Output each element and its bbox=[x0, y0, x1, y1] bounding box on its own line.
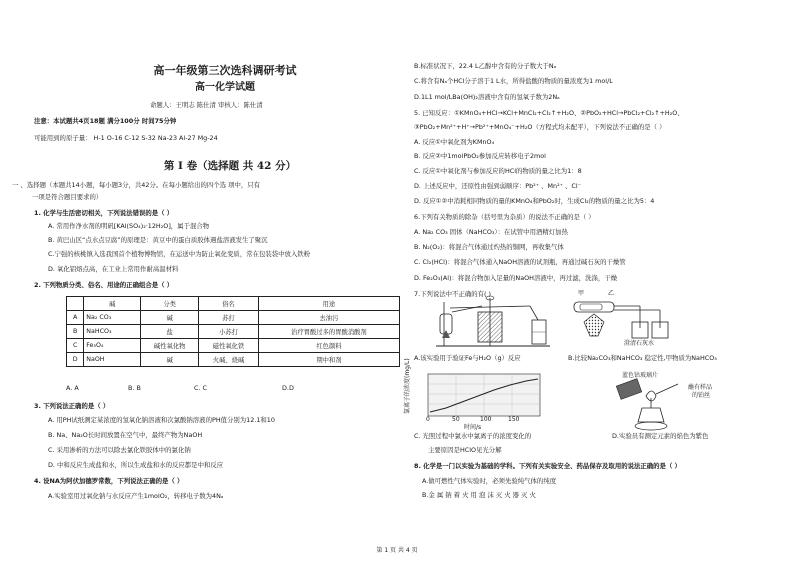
table-header-cell: 用途 bbox=[258, 297, 399, 311]
q3-option-a: A. 用PH试纸测定某浓度的氢氧化钠溶液和次氯酸钠溶液的PH值分别为12.1和10 bbox=[48, 416, 275, 424]
table-header-cell: 分类 bbox=[141, 297, 199, 311]
q5-option-b: B. 反应②中1molPbO₂参加反应转移电子2mol bbox=[414, 152, 546, 160]
q3-stem: 3. 下列说法正确的是（ ） bbox=[34, 402, 110, 410]
table-cell: B bbox=[67, 325, 84, 339]
table-cell: 期中和剂 bbox=[258, 353, 399, 367]
table-cell: NaOH bbox=[84, 353, 141, 367]
q8-option-b: B.金 属 钠 着 火 用 泡 沫 灭 火 器 灭 火 bbox=[422, 491, 536, 499]
section-instructions-1: 一 、选择题（本题共14小题，每小题3分，共42分。在每小题给出的四个选 项中，只有 bbox=[12, 181, 261, 189]
table-header-cell: 俗名 bbox=[199, 297, 259, 311]
q2-option-c: C. C bbox=[194, 384, 207, 392]
q8-option-a: A.做可燃性气体实验时，必须先验纯气体的纯度 bbox=[422, 477, 557, 485]
q7-stem: 7.下列说法中不正确的有( ) bbox=[414, 290, 492, 298]
fig-b-apparatus bbox=[570, 292, 680, 344]
q3-option-c: C. 采用渗析的方法可以除去氯化铁胶体中的氯化钠 bbox=[48, 446, 191, 454]
q6-option-b: B. N₂(O₂)：将混合气体通过灼热的铜网，再收集气体 bbox=[414, 243, 564, 251]
fig-c-tick-50: 50 bbox=[452, 416, 460, 423]
q7-option-c-1: C. 光照过程中氯水中氯离子的浓度变化的 bbox=[414, 432, 532, 440]
table-cell: 碱性氧化物 bbox=[141, 339, 199, 353]
q2-option-b: B. B bbox=[128, 384, 141, 392]
fig-a-apparatus bbox=[430, 292, 560, 348]
table-cell: C bbox=[67, 339, 84, 353]
q5-option-e: D. 反应①②中消耗相同物质的量的KMnO₄和PbO₂时，生成Cl₂的物质的量之比为5：4 bbox=[414, 197, 655, 205]
q4-stem: 4. 设NA为阿伏加德罗常数，下列说法正确的是（ ） bbox=[34, 477, 184, 485]
q5-stem-2: ③PbO₂+Mn²⁺+H⁺→Pb²⁺+MnO₄⁻+H₂O（方程式均未配平），下列说法不正确的是（ ） bbox=[414, 123, 666, 131]
q4-option-b: B.标准状况下，22.4 L乙醇中含有的分子数大于Nₐ bbox=[414, 62, 557, 70]
table-cell: 小苏打 bbox=[199, 325, 259, 339]
fig-c-tick-150: 150 bbox=[508, 416, 520, 423]
q1-option-b: B. 黄巴山区“点水点豆腐”的原理是：黄豆中的蛋白质胶体遇盐溶液发生了聚沉 bbox=[48, 236, 268, 244]
q4-option-a: A.实验室用过氧化钠与水反应产生1molO₂，转移电子数为4Nₐ bbox=[48, 492, 224, 500]
q7-option-b: B.比较Na₂CO₃和NaHCO₃ 稳定性,甲物质为NaHCO₃ bbox=[568, 354, 717, 362]
q7-option-a: A.该实验用于验证Fe与H₂O（g）反应 bbox=[414, 354, 521, 362]
q4-option-d: D.1L1 mol/LBa(OH)₂溶液中含有的氢氧子数为2Nₐ bbox=[414, 93, 560, 101]
table-row bbox=[67, 353, 400, 367]
fig-b-label-water: 澄清石灰水 bbox=[624, 340, 655, 347]
table-header-row bbox=[67, 297, 400, 311]
fig-d-label-glass: 蓝色钴玻璃片 bbox=[622, 372, 659, 379]
fig-b-label-jia: 甲 bbox=[578, 290, 585, 297]
q7-option-c-2: 主要原因是HClO见光分解 bbox=[428, 446, 502, 454]
q1-option-a: A. 常用作净水剂的明矾[KAl(SO₄)₂·12H₂O]，属于混合物 bbox=[48, 222, 210, 230]
table-cell: A bbox=[67, 311, 84, 325]
q5-option-a: A. 反应①中氧化剂为KMnO₄ bbox=[414, 138, 495, 146]
q7-option-d: D.实验员有测定元素的焰色为紫色 bbox=[612, 432, 709, 440]
fig-d-label-wire-2: 的铂丝 bbox=[692, 392, 711, 399]
q1-option-c: C.宁强的核桃镇入选我国首个植物博物馆，在运送中为防止氧化变质，常在包装袋中放入铁粉 bbox=[48, 250, 311, 258]
fig-b-label-yi: 乙 bbox=[608, 290, 615, 297]
table-cell: D bbox=[67, 353, 84, 367]
q8-stem: 8. 化学是一门以实验为基础的学科。下列有关实验安全、药品保存及取用的说法正确的是（ ） bbox=[414, 462, 681, 470]
q3-option-b: B. Na、Na₂O长时间放置在空气中，最终产物为NaOH bbox=[48, 431, 203, 439]
table-cell: 磁性氧化铁 bbox=[199, 339, 259, 353]
fig-d-apparatus bbox=[612, 378, 692, 434]
q2-table bbox=[66, 296, 400, 367]
section-instructions-2: 一项是符合题目要求的） bbox=[32, 193, 103, 201]
table-header-cell: 碱 bbox=[84, 297, 141, 311]
page-footer: 第 1 页 共 4 页 bbox=[376, 547, 418, 554]
exam-note: 注意：本试题共4页18题 满分100分 时间75分钟 bbox=[34, 117, 177, 125]
section-heading: 第 I 卷（选择题 共 42 分） bbox=[163, 160, 297, 172]
table-cell: 红色颜料 bbox=[258, 339, 399, 353]
q1-stem: 1. 化学与生活密切相关，下列说法错误的是（ ） bbox=[34, 209, 174, 217]
table-cell: 盐 bbox=[141, 325, 199, 339]
table-cell: 碱 bbox=[141, 353, 199, 367]
q2-stem: 2. 下列物质分类、俗名、用途的正确组合是（ ） bbox=[34, 281, 174, 289]
q5-option-d: D. 上述反应中，还原性由强到弱顺序：Pb²⁺ 、Mn²⁺ 、Cl⁻ bbox=[414, 182, 582, 190]
q6-option-c: C. Cl₂(HCl)：将混合气体通入NaOH溶液的试剂瓶，再通过碱石灰的干燥管 bbox=[414, 258, 626, 266]
q2-option-d: D.D bbox=[282, 384, 294, 392]
table-row bbox=[67, 311, 400, 325]
table-cell: 火碱、烧碱 bbox=[199, 353, 259, 367]
q6-option-a: A. Na₂ CO₃ 固体（NaHCO₃）：在试管中用酒精灯加热 bbox=[414, 228, 568, 236]
fig-c-tick-100: 100 bbox=[480, 416, 492, 423]
table-cell: 碱 bbox=[141, 311, 199, 325]
fig-c-xlabel: 时间/s bbox=[464, 424, 482, 431]
q5-option-c: C. 反应①中氧化剂与参加反应的HCl的物质的量之比为1：8 bbox=[414, 167, 582, 175]
exam-subtitle: 高一化学试题 bbox=[195, 82, 255, 93]
table-cell: Fe₃O₄ bbox=[84, 339, 141, 353]
q6-stem: 6.下列有关物质的除杂（括号里为杂质）的说法不正确的是（ ） bbox=[414, 213, 595, 221]
q2-option-a: A. A bbox=[66, 384, 79, 392]
q5-stem: 5. 已知反应：①KMnO₄+HCl→KCl+MnCl₂+Cl₂↑+H₂O、②PbO₂+HCl→PbCl₂+Cl₂↑+H₂O、 bbox=[414, 109, 684, 117]
table-cell: 去油污 bbox=[258, 311, 399, 325]
fig-c-tick-0: 0 bbox=[426, 416, 430, 423]
q3-option-d: D. 中和反应生成盐和水，所以生成盐和水的反应都是中和反应 bbox=[48, 461, 224, 469]
table-cell: NaHCO₃ bbox=[84, 325, 141, 339]
q6-option-d: D. Fe₂O₃(Al)：将混合物加入足量的NaOH溶液中，再过滤，洗涤，干燥 bbox=[414, 274, 618, 282]
table-cell: 苏打 bbox=[199, 311, 259, 325]
authors-line: 命题人：王明志 陈仕清 审核人：陈仕清 bbox=[150, 101, 263, 109]
table-header-cell bbox=[67, 297, 84, 311]
fig-d-label-wire-1: 蘸有样品 bbox=[688, 384, 713, 391]
exam-title: 高一年级第三次选科调研考试 bbox=[153, 64, 297, 77]
q1-option-d: D. 氧化铝熔点高，在工业上常用作耐高温材料 bbox=[48, 265, 179, 273]
table-cell: 治疗胃酸过多的胃酸消酸剂 bbox=[258, 325, 399, 339]
table-cell: Na₂ CO₃ bbox=[84, 311, 141, 325]
fig-c-ylabel: 氯离子的浓度(mg/L) bbox=[404, 358, 411, 414]
table-row bbox=[67, 325, 400, 339]
atomic-masses: 可能用到的原子量： H-1 O-16 C-12 S-32 Na-23 Al-27 Mg-24 bbox=[34, 134, 218, 142]
table-row bbox=[67, 339, 400, 353]
q4-option-c: C.将含有Nₐ个HCl分子溶于1 L水，所得盐酸的物质的量浓度为1 mol/L bbox=[414, 77, 613, 85]
